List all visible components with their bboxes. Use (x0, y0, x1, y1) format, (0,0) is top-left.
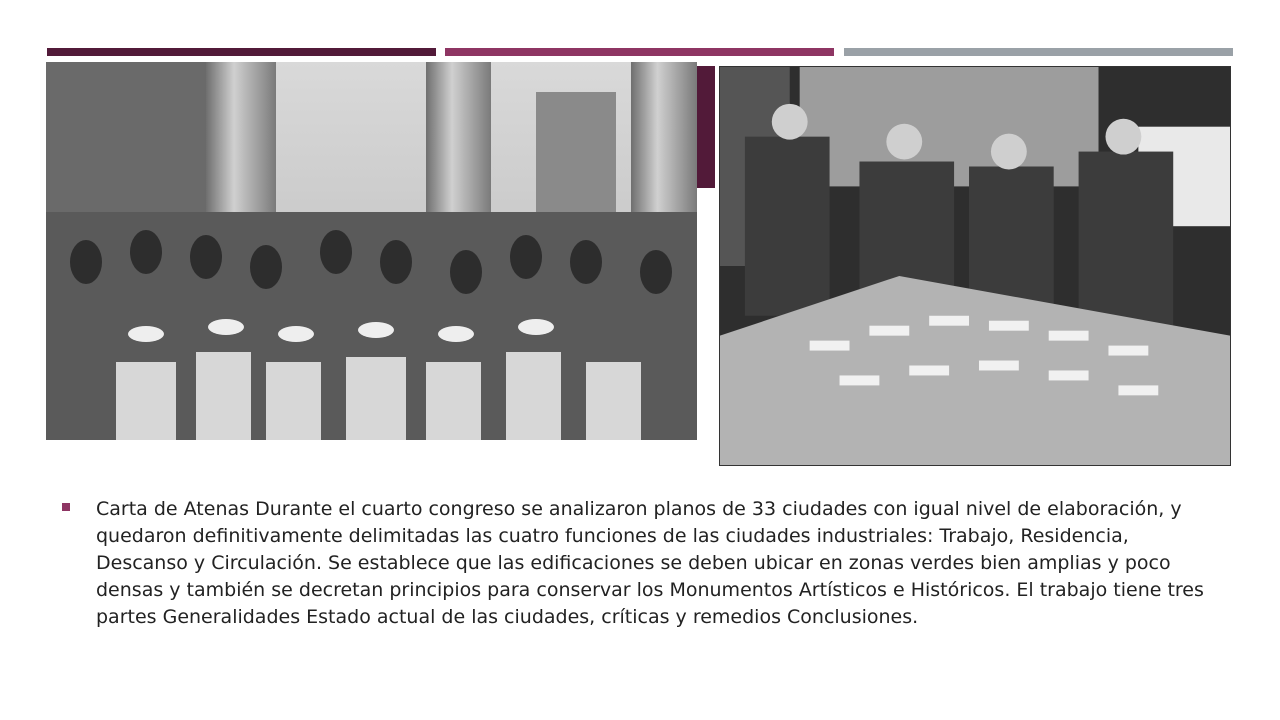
accent-bar-dark (47, 48, 436, 56)
side-accent-bar (697, 66, 715, 188)
square-bullet-icon (62, 503, 70, 511)
accent-bar-gray (844, 48, 1233, 56)
body-paragraph: Carta de Atenas Durante el cuarto congreso se analizaron planos de 33 ciudades con igual nivel de elaboración, y quedaron definitivamente delimitadas las cuatro funciones de las ciudades industriales: Trabajo, Residencia, Descanso y Circulación. Se establece que las edificaciones se deben ubicar en zonas verdes bien amplias y poco densas y también se decretan principios para conservar los Monumentos Artísticos e Históricos. El trabajo tiene tres partes Generalidades Estado actual de las ciudades, críticas y remedios Conclusiones. (96, 498, 1204, 628)
photo-group-acropolis (46, 62, 697, 440)
accent-bar-magenta (445, 48, 834, 56)
body-bullet (62, 496, 1222, 631)
photo-city-model-presentation (719, 66, 1231, 466)
